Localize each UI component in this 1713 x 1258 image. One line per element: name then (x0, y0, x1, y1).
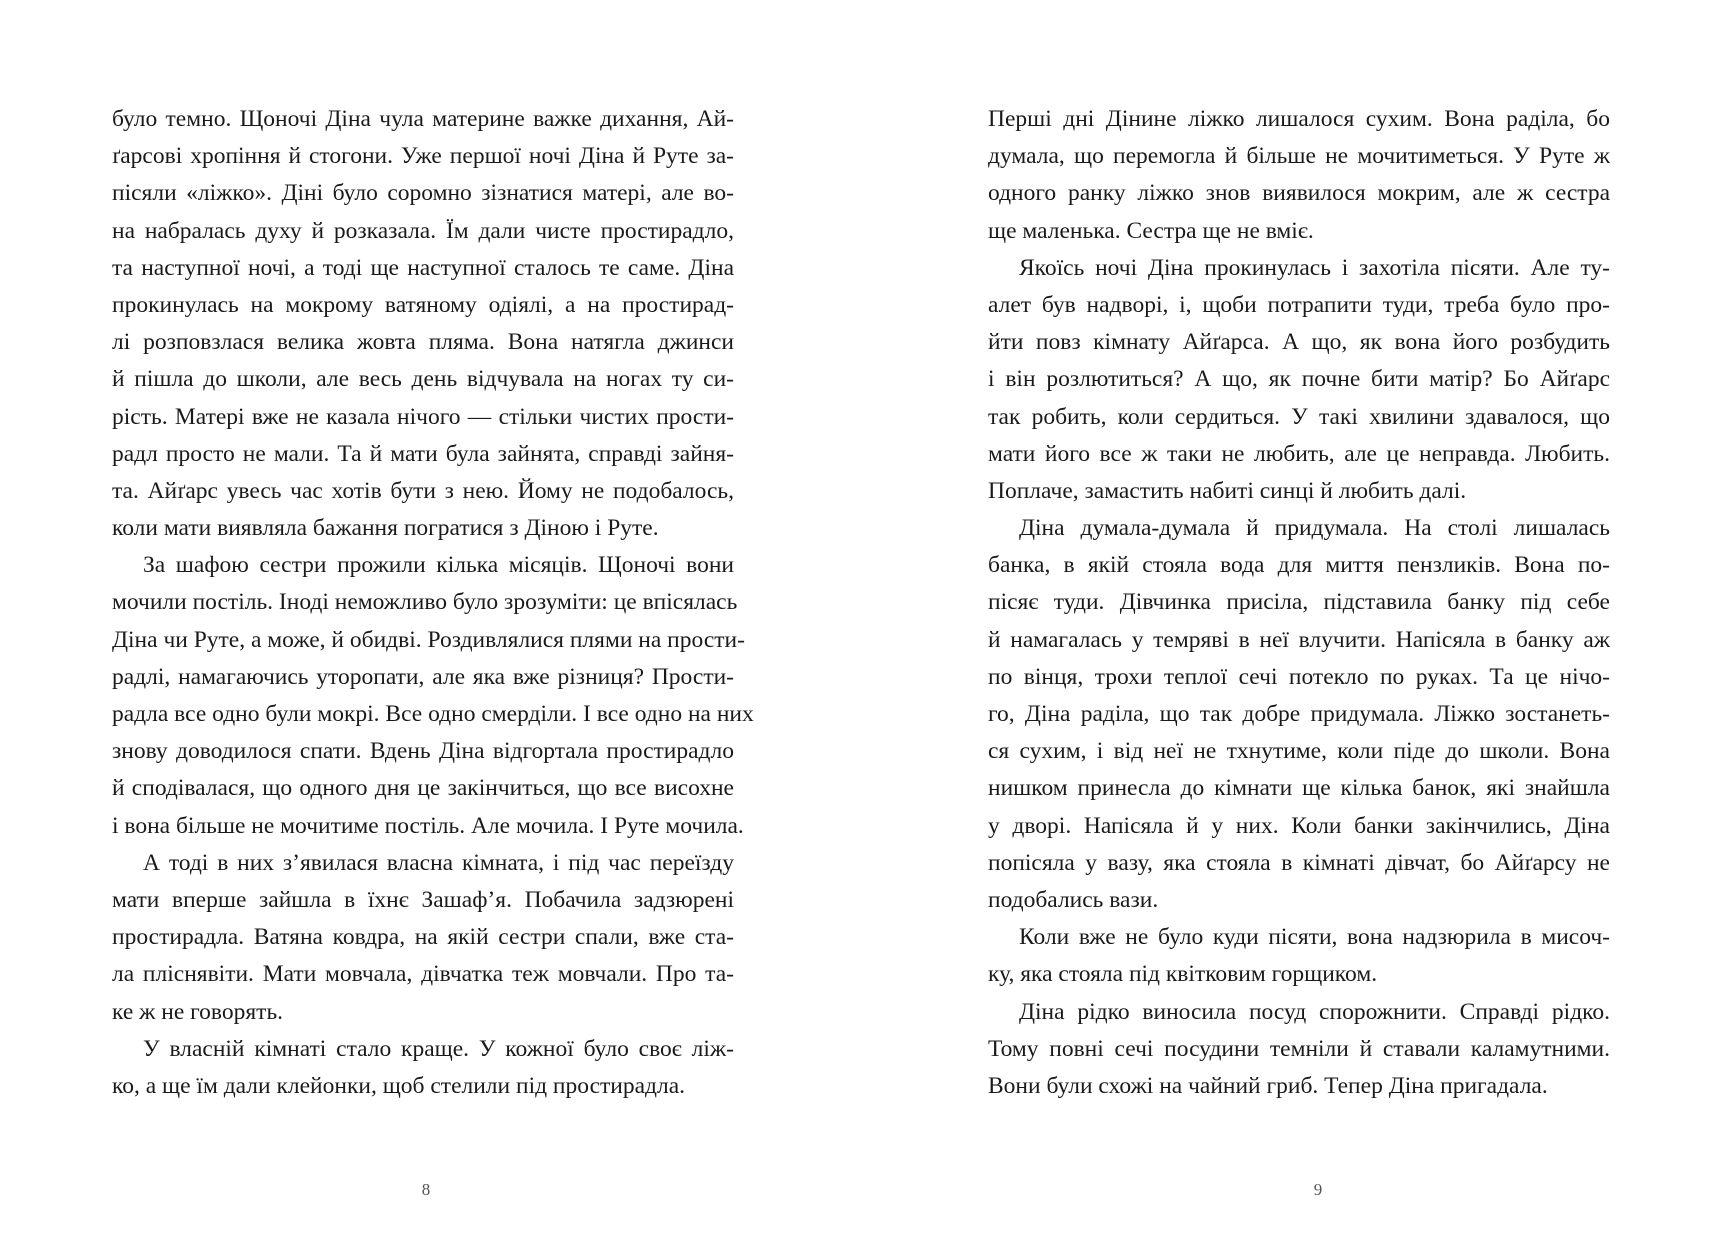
text-line: ко, а ще їм дали клейонки, щоб стелили під простирадла. (112, 1072, 686, 1099)
text-line: За шафою сестри прожили кілька місяців. Щоночі вони (143, 552, 734, 579)
text-line: було темно. Щоночі Діна чула материне важке дихання, Ай- (112, 106, 734, 132)
text-line: мати вперше зайшла в їхнє Зашаф’я. Побачила задзюрені (112, 886, 734, 913)
paragraph (112, 845, 734, 1031)
text-line: ла пліснявіти. Мати мовчала, дівчатка теж мовчали. Про та- (112, 961, 734, 988)
text-line: Якоїсь ночі Діна прокинулась і захотіла пісяти. Але ту- (1019, 254, 1610, 281)
page-number-left: 8 (421, 1180, 431, 1199)
paragraph (988, 250, 1610, 510)
text-line: радла все одно були мокрі. Все одно смерділи. І все одно на них (112, 701, 754, 727)
text-line: банка, в якій стояла вода для миття пензликів. Вона по- (988, 552, 1610, 579)
text-line: думала, що перемогла й більше не мочитиметься. У Руте ж (988, 143, 1610, 170)
paragraph (988, 994, 1610, 1106)
text-line: Коли вже не було куди пісяти, вона надзюрила в мисоч- (1019, 924, 1610, 951)
text-line: і він розлютиться? А що, як почне бити матір? Бо Айґарс (988, 366, 1610, 393)
right-page-text (988, 101, 1610, 1105)
text-line: так робить, коли сердиться. У такі хвилини здавалося, що (988, 403, 1610, 430)
text-line: та. Айґарс увесь час хотів бути з нею. Йому не подобалось, (112, 477, 734, 504)
text-line: подобались вази. (988, 886, 1159, 913)
text-line: радл просто не мали. Та й мати була зайнята, справді зайня- (112, 440, 734, 467)
text-line: У власній кімнаті стало краще. У кожної було своє ліж- (143, 1035, 734, 1062)
paragraph (112, 547, 754, 845)
text-line: та наступної ночі, а тоді ще наступної сталось те саме. Діна (112, 254, 734, 281)
text-line: рість. Матері вже не казала нічого — стільки чистих прости- (112, 403, 734, 430)
text-line: пісяє туди. Дівчинка присіла, підставила банку під себе (988, 589, 1610, 616)
text-line: й намагалась у темряві в неї влучити. Напісяла в банку аж (988, 626, 1610, 653)
text-line: ке ж не говорять. (112, 998, 284, 1025)
text-line: Поплаче, замастить набиті синці й любить далі. (988, 477, 1467, 504)
text-line: прокинулась на мокрому ватяному одіялі, а на простирад- (112, 291, 734, 318)
text-line: Тому повні сечі посудини темніли й ставали каламутними. (988, 1035, 1610, 1062)
text-line: на набралась духу й розказала. Їм дали чисте простирадло, (112, 217, 734, 244)
left-page (0, 0, 856, 1258)
text-line: у дворі. Напісяла й у них. Коли банки закінчились, Діна (988, 812, 1610, 839)
text-line: ся сухим, і від неї не тхнутиме, коли піде до школи. Вона (988, 738, 1610, 765)
text-line: по вінця, трохи теплої сечі потекло по руках. Та це нічо- (988, 663, 1610, 690)
text-line: мати його все ж таки не любить, але це неправда. Любить. (988, 440, 1610, 467)
paragraph (988, 510, 1610, 919)
text-line: мочили постіль. Іноді неможливо було зрозуміти: це впісялась (112, 589, 738, 616)
text-line: одного ранку ліжко знов виявилося мокрим, але ж сестра (988, 180, 1610, 207)
text-line: алет був надворі, і, щоби потрапити туди, треба було про- (988, 291, 1610, 318)
text-line: попісяла у вазу, яка стояла в кімнаті дівчат, бо Айґарсу не (988, 849, 1610, 876)
text-line: йти повз кімнату Айґарса. А що, як вона його розбудить (988, 329, 1610, 356)
paragraph (112, 101, 734, 547)
text-line: Діна чи Руте, а може, й обидві. Роздивлялися плями на прости- (112, 626, 745, 653)
text-line: радлі, намагаючись уторопати, але яка вже різниця? Прости- (112, 663, 734, 690)
text-line: ще маленька. Сестра ще не вміє. (988, 217, 1314, 244)
text-line: Вони були схожі на чайний гриб. Тепер Діна пригадала. (988, 1072, 1548, 1099)
text-line: го, Діна раділа, що так добре придумала. Ліжко зостанеть- (988, 701, 1610, 727)
text-line: Діна рідко виносила посуд спорожнити. Справді рідко. (1019, 998, 1610, 1025)
right-page (856, 0, 1713, 1258)
text-line: ґарсові хропіння й стогони. Уже першої ночі Діна й Руте за- (112, 143, 734, 170)
text-line: знову доводилося спати. Вдень Діна відгортала простирадло (112, 738, 734, 765)
left-page-text (112, 101, 754, 1105)
text-line: Діна думала-думала й придумала. На столі лишалась (1019, 515, 1610, 542)
text-line: й пішла до школи, але весь день відчувала на ногах ту си- (112, 366, 734, 393)
page-number-right: 9 (1313, 1180, 1323, 1199)
text-line: лі розповзлася велика жовта пляма. Вона натягла джинси (112, 329, 734, 356)
text-line: Перші дні Дінине ліжко лишалося сухим. Вона раділа, бо (988, 106, 1610, 132)
paragraph (988, 919, 1610, 993)
text-line: А тоді в них з’явилася власна кімната, і під час переїзду (143, 849, 734, 876)
text-line: коли мати виявляла бажання погратися з Діною і Руте. (112, 515, 659, 542)
text-line: і вона більше не мочитиме постіль. Але мочила. І Руте мочила. (112, 812, 744, 839)
text-line: нишком принесла до кімнати ще кілька банок, які знайшла (988, 775, 1610, 802)
paragraph (112, 1031, 734, 1105)
text-line: й сподівалася, що одного дня це закінчиться, що все висохне (112, 775, 734, 802)
text-line: простирадла. Ватяна ковдра, на якій сестри спали, вже ста- (112, 924, 734, 951)
paragraph (988, 101, 1610, 250)
text-line: пісяли «ліжко». Діні було соромно зізнатися матері, але во- (112, 180, 734, 207)
text-line: ку, яка стояла під квітковим горщиком. (988, 961, 1378, 988)
